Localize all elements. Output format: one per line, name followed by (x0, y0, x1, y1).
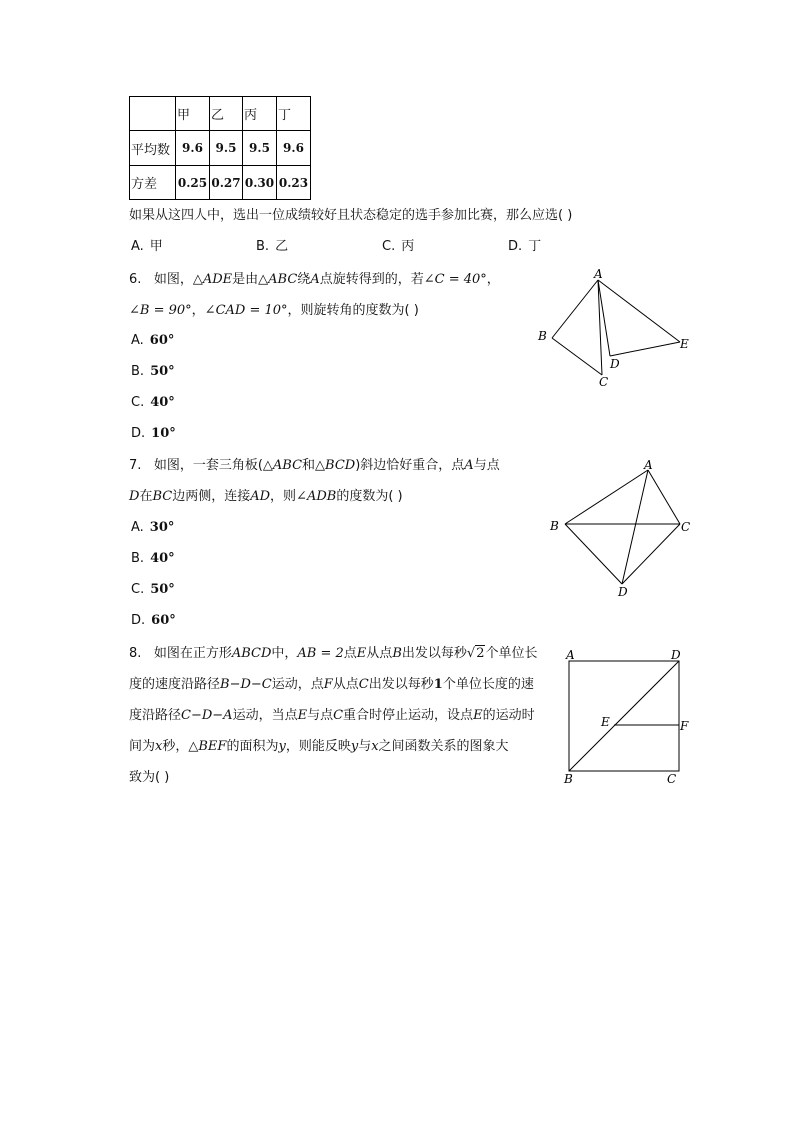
math: ∠CAD = 10° (204, 303, 288, 318)
option-text: 40° (150, 551, 175, 566)
text: 与点 (473, 458, 500, 473)
text: 重合时停止运动，设点 (343, 708, 474, 723)
segment-ae (598, 280, 680, 342)
label-b: B (564, 772, 573, 786)
q7-line-1 (129, 456, 500, 476)
text: 如图， (153, 272, 193, 287)
math: C−D−A (181, 708, 233, 723)
option-text: 50° (150, 582, 175, 597)
math: △ADE (192, 272, 233, 287)
math: △ABC (258, 272, 298, 287)
text: ，则旋转角的度数为( ) (287, 303, 419, 318)
math: △BCD (315, 458, 356, 473)
label-a: A (566, 648, 575, 662)
text: 边两侧，连接 (172, 489, 251, 504)
math: ABCD (231, 646, 272, 661)
q8-line-2 (129, 675, 534, 695)
text: 与 (358, 739, 372, 754)
label-c: C (681, 520, 691, 534)
math: △BEF (188, 739, 227, 754)
text: 出发以每秒 (401, 646, 467, 661)
label-d: D (618, 585, 628, 599)
table-cell: 0.23 (277, 166, 311, 200)
option-label: A. (131, 333, 144, 348)
label-a: A (594, 268, 603, 281)
math: AB = 2 (297, 646, 344, 661)
math: F (323, 677, 333, 692)
table-row (130, 166, 311, 200)
table-cell: 0.25 (176, 166, 210, 200)
text: 如图，一套三角板( (153, 458, 263, 473)
table-cell: 0.27 (210, 166, 243, 200)
math: 1 (433, 677, 443, 692)
text: 个单位长 (485, 646, 538, 661)
q6-option-a[interactable] (131, 331, 174, 351)
table-cell: 甲 (176, 97, 210, 131)
option-text: 10° (151, 426, 176, 441)
q6-option-b[interactable] (131, 362, 175, 382)
label-d: D (671, 648, 681, 662)
option-label: C. (382, 239, 396, 254)
math: B−D−C (220, 677, 272, 692)
text: 从点 (332, 677, 359, 692)
text: 之间函数关系的图象大 (378, 739, 509, 754)
q6-line-2 (129, 301, 419, 321)
math: ∠B = 90° (129, 303, 192, 318)
sqrt-expression: √2 (466, 646, 485, 661)
text: ， (486, 272, 500, 287)
segment-bc (552, 338, 602, 375)
text: 中， (271, 646, 298, 661)
q7-option-c[interactable] (131, 580, 175, 600)
text: 的度数为( ) (336, 489, 403, 504)
text: 的面积为 (226, 739, 279, 754)
text: ，则 (270, 489, 297, 504)
question-number: 8. (129, 646, 142, 661)
table-cell: 9.6 (176, 131, 210, 166)
table-row (130, 131, 311, 166)
option-text: 丙 (401, 239, 415, 254)
label-c: C (599, 375, 609, 389)
q6-option-d[interactable] (131, 424, 176, 444)
math: y (350, 739, 359, 754)
q7-option-d[interactable] (131, 611, 176, 631)
math: C (333, 708, 344, 723)
math: C (358, 677, 369, 692)
option-label: D. (131, 613, 146, 628)
math: BC (152, 489, 173, 504)
table-cell (130, 97, 176, 131)
question-number: 6. (129, 272, 142, 287)
option-label: D. (508, 239, 523, 254)
math: E (473, 708, 483, 723)
math: y (278, 739, 286, 754)
text: 度的速度沿路径 (129, 677, 221, 692)
text: 的运动时 (482, 708, 535, 723)
math: D (129, 489, 140, 504)
q5-option-d[interactable] (508, 237, 541, 257)
label-a: A (644, 458, 653, 472)
label-b: B (550, 519, 559, 533)
label-e: E (680, 337, 689, 351)
text: 和 (302, 458, 316, 473)
math: ∠ADB (296, 489, 337, 504)
table-header-row (130, 97, 311, 131)
option-label: D. (131, 426, 146, 441)
q6-line-1 (129, 270, 500, 290)
math: A (464, 458, 474, 473)
text: 秒， (162, 739, 189, 754)
q8-line-4 (129, 737, 509, 757)
math: E (297, 708, 308, 723)
option-text: 乙 (275, 239, 289, 254)
q5-stem: 如果从这四人中，选出一位成绩较好且状态稳定的选手参加比赛，那么应选( ) (129, 208, 573, 223)
q6-option-c[interactable] (131, 393, 175, 413)
segment-ac (648, 470, 680, 524)
text: 点 (343, 646, 357, 661)
math: B (392, 646, 402, 661)
segment-de (610, 342, 680, 356)
option-label: C. (131, 582, 145, 597)
table-cell: 丙 (243, 97, 277, 131)
question-number: 7. (129, 458, 142, 473)
math: AD (250, 489, 271, 504)
stats-table (129, 96, 311, 200)
text: 个单位长度的速 (442, 677, 534, 692)
text: 度沿路径 (129, 708, 182, 723)
text: 出发以每秒 (368, 677, 434, 692)
table-cell: 0.30 (243, 166, 277, 200)
text: 与点 (307, 708, 334, 723)
q5-option-c[interactable] (382, 237, 414, 257)
table-cell: 9.5 (210, 131, 243, 166)
text: 在 (139, 489, 153, 504)
table-row-label: 方差 (130, 166, 176, 200)
text: 点旋转得到的，若 (319, 272, 424, 287)
label-d: D (610, 357, 620, 371)
option-text: 60° (151, 613, 176, 628)
q5-option-b[interactable] (256, 237, 288, 257)
segment-ba (565, 470, 648, 524)
q7-line-2 (129, 487, 403, 507)
option-text: 60° (149, 333, 175, 348)
option-label: A. (131, 239, 144, 254)
segment-cd (622, 524, 680, 584)
option-label: B. (256, 239, 270, 254)
text: ，则能反映 (285, 739, 351, 754)
q7-option-b[interactable] (131, 549, 175, 569)
option-text: 丁 (528, 239, 542, 254)
text: 从点 (366, 646, 393, 661)
math: E (356, 646, 367, 661)
option-text: 50° (150, 364, 175, 379)
label-e: E (601, 715, 610, 729)
option-label: B. (131, 551, 145, 566)
radicand: 2 (476, 646, 485, 661)
option-text: 甲 (149, 239, 163, 254)
q5-option-a[interactable] (131, 237, 163, 257)
q7-figure (545, 456, 700, 601)
segment-ab (552, 280, 598, 338)
text: 运动，点 (271, 677, 324, 692)
text: )斜边恰好重合，点 (355, 458, 465, 473)
option-text: 30° (149, 520, 175, 535)
math: x (155, 739, 163, 754)
q7-option-a[interactable] (131, 518, 174, 538)
segment-ad (622, 470, 648, 584)
text: 绕 (297, 272, 311, 287)
q6-figure (530, 268, 700, 393)
math: ∠C = 40° (423, 272, 487, 287)
q8-line-1 (129, 644, 537, 664)
label-f: F (680, 719, 689, 733)
q8-figure (555, 645, 700, 790)
table-cell: 9.6 (277, 131, 311, 166)
diagonal-bd (569, 661, 679, 771)
math: x (371, 739, 379, 754)
label-b: B (538, 329, 547, 343)
q8-line-3 (129, 706, 535, 726)
table-cell: 9.5 (243, 131, 277, 166)
text: 间为 (129, 739, 156, 754)
label-c: C (667, 772, 677, 786)
text: ， (191, 303, 205, 318)
math: △ABC (262, 458, 303, 473)
segment-bd (565, 524, 622, 584)
option-label: B. (131, 364, 145, 379)
option-text: 40° (150, 395, 175, 410)
table-row-label: 平均数 (130, 131, 176, 166)
text: 是由 (232, 272, 259, 287)
option-label: A. (131, 520, 144, 535)
text: 运动，当点 (232, 708, 298, 723)
q8-line-5: 致为( ) (129, 770, 170, 785)
table-cell: 乙 (210, 97, 243, 131)
math: A (310, 272, 320, 287)
option-label: C. (131, 395, 145, 410)
text: 如图在正方形 (153, 646, 232, 661)
table-cell: 丁 (277, 97, 311, 131)
